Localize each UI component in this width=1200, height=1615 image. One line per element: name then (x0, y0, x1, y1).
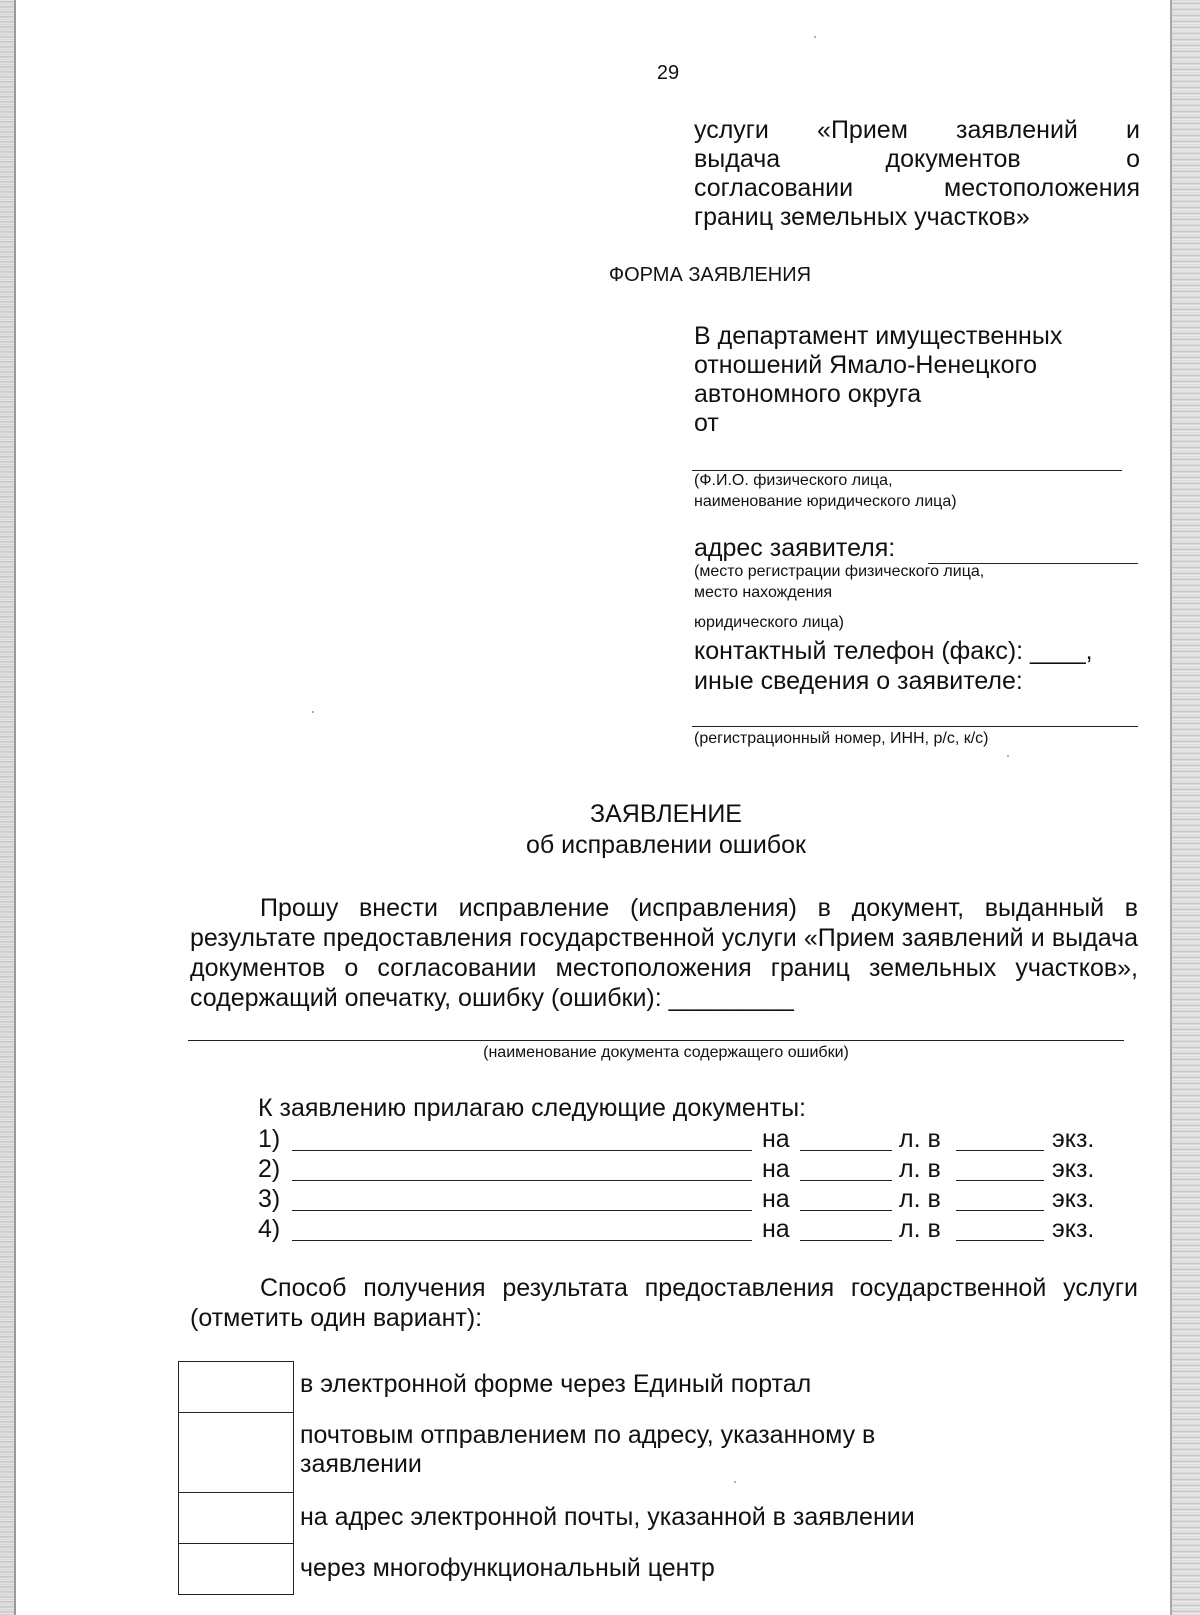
option-label: через многофункциональный центр (300, 1553, 715, 1582)
recipient-block (694, 322, 1114, 438)
attachment-copies-line[interactable] (956, 1150, 1044, 1151)
header-line-1: услуги «Прием заявлений и (694, 116, 1140, 144)
attachment-sheets: л. в (899, 1155, 941, 1183)
attachment-sheets-line[interactable] (800, 1240, 892, 1241)
attachment-copies: экз. (1052, 1155, 1095, 1183)
delivery-option-row (179, 1493, 951, 1544)
option-checkbox[interactable] (179, 1362, 294, 1413)
attachment-number: 3) (258, 1185, 281, 1213)
attachment-sheets-line[interactable] (800, 1210, 892, 1211)
attachment-sheets: л. в (899, 1125, 941, 1153)
scan-speck (734, 1481, 736, 1483)
option-label: в электронной форме через Единый портал (300, 1369, 812, 1398)
name-caption: (Ф.И.О. физического лица, наименование юридического лица) (694, 472, 957, 510)
header-service-name (694, 116, 1140, 232)
statement-subtitle: об исправлении ошибок (526, 831, 806, 859)
header-line-4: границ земельных участков» (694, 203, 1030, 231)
delivery-option-row (179, 1413, 951, 1493)
recipient-line-2: отношений Ямало-Ненецкого (694, 351, 1037, 379)
recipient-line-3: автономного округа (694, 380, 922, 408)
delivery-option-row (179, 1544, 951, 1595)
recipient-line-1: В департамент имущественных (694, 322, 1063, 350)
other-info-caption: (регистрационный номер, ИНН, р/с, к/с) (694, 730, 989, 747)
address-caption: (место регистрации физического лица, место нахождения (694, 563, 985, 601)
attachment-sheets-line[interactable] (800, 1150, 892, 1151)
other-info-label: иные сведения о заявителе: (694, 667, 1023, 695)
attachment-copies: экз. (1052, 1185, 1095, 1213)
delivery-method-text: Способ получения результата предоставления государственной услуги (отметить один вариант): (190, 1274, 1138, 1332)
scan-speck (312, 711, 314, 713)
attachment-copies: экз. (1052, 1125, 1095, 1153)
option-checkbox[interactable] (179, 1413, 294, 1493)
attachments-title: К заявлению прилагаю следующие документы: (258, 1094, 806, 1122)
delivery-option-row (179, 1362, 951, 1413)
option-checkbox[interactable] (179, 1544, 294, 1595)
attachment-on: на (762, 1125, 790, 1153)
option-label: почтовым отправлением по адресу, указанному в заявлении (300, 1420, 876, 1478)
option-checkbox[interactable] (179, 1493, 294, 1544)
header-line-3: согласовании местоположения (694, 174, 1140, 202)
attachment-copies-line[interactable] (956, 1180, 1044, 1181)
attachment-name-line[interactable] (292, 1150, 752, 1151)
address-caption-2: юридического лица) (694, 614, 844, 631)
attachment-number: 2) (258, 1155, 281, 1183)
attachment-copies-line[interactable] (956, 1240, 1044, 1241)
option-label: на адрес электронной почты, указанной в заявлении (300, 1502, 915, 1531)
form-title: ФОРМА ЗАЯВЛЕНИЯ (608, 264, 812, 286)
attachment-on: на (762, 1155, 790, 1183)
attachment-number: 1) (258, 1125, 281, 1153)
scan-speck (1007, 755, 1009, 757)
attachment-on: на (762, 1215, 790, 1243)
address-label: адрес заявителя: (694, 534, 896, 562)
attachment-on: на (762, 1185, 790, 1213)
attachment-sheets-line[interactable] (800, 1180, 892, 1181)
attachment-copies-line[interactable] (956, 1210, 1044, 1211)
delivery-options-table (178, 1361, 951, 1595)
document-name-caption: (наименование документа содержащего ошибки) (483, 1044, 849, 1061)
attachment-sheets: л. в (899, 1185, 941, 1213)
attachment-sheets: л. в (899, 1215, 941, 1243)
attachment-name-line[interactable] (292, 1240, 752, 1241)
attachment-number: 4) (258, 1215, 281, 1243)
attachment-copies: экз. (1052, 1215, 1095, 1243)
attachment-name-line[interactable] (292, 1210, 752, 1211)
attachment-name-line[interactable] (292, 1180, 752, 1181)
statement-title: ЗАЯВЛЕНИЕ (589, 800, 742, 828)
recipient-line-4: от (694, 409, 719, 437)
header-line-2: выдача документов о (694, 145, 1140, 173)
statement-body: Прошу внести исправление (исправления) в документ, выданный в результате предоставления государственной услуги «Прием заявлений и выдача документов о согласовании местоположения границ земельных участков», содержащий опечатку, ошибку (ошибки): _________ (190, 894, 1138, 1012)
page-number: 29 (656, 62, 680, 84)
scan-speck (814, 36, 816, 38)
document-name-line[interactable] (188, 1040, 1124, 1041)
phone-label: контактный телефон (факс): ____, (694, 637, 1093, 665)
other-info-field-line[interactable] (692, 726, 1138, 727)
